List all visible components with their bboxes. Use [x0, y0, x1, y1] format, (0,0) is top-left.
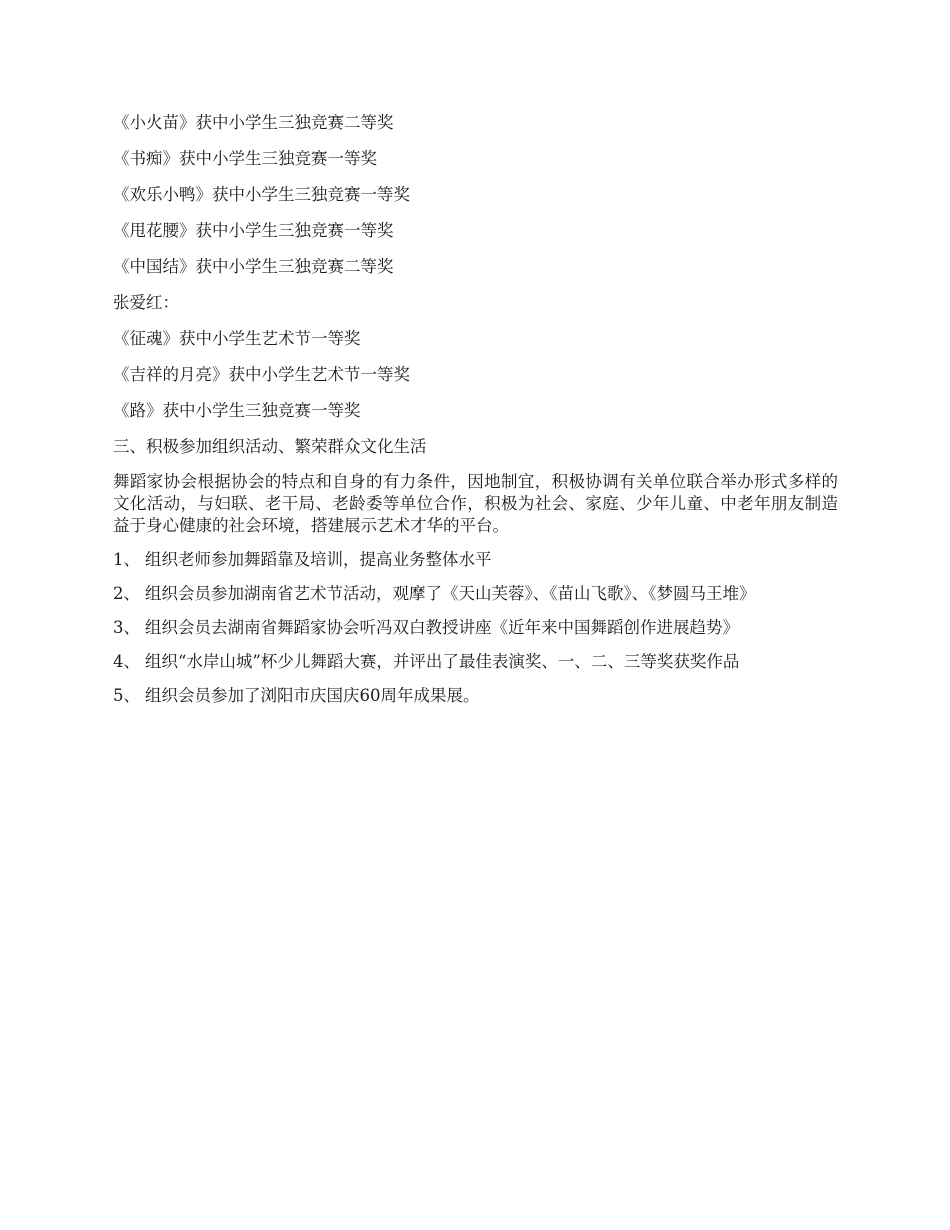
activity-text: 组织老师参加舞蹈靠及培训，提高业务整体水平	[145, 550, 492, 569]
activity-item	[113, 583, 838, 605]
document-page	[113, 111, 838, 719]
award-item: 《中国结》获中小学生三独竞赛二等奖	[113, 257, 394, 276]
award-item: 《路》获中小学生三独竞赛一等奖	[113, 401, 361, 420]
activity-text: 组织会员去湖南省舞蹈家协会听冯双白教授讲座《近年来中国舞蹈创作进展趋势》	[145, 618, 739, 637]
activity-number: 4、	[113, 652, 140, 671]
award-list-a	[113, 111, 838, 279]
activity-text: 组织会员参加湖南省艺术节活动，观摩了《天山芙蓉》、《苗山飞歌》、《梦圆马王堆》	[145, 584, 756, 603]
award-item: 《小火苗》获中小学生三独竞赛二等奖	[113, 113, 394, 132]
activity-text: 组织会员参加了浏阳市庆国庆60周年成果展。	[145, 686, 480, 705]
teacher-name: 张爱红：	[113, 293, 179, 312]
award-item: 《吉祥的月亮》获中小学生艺术节一等奖	[113, 365, 410, 384]
award-item: 《甩花腰》获中小学生三独竞赛一等奖	[113, 221, 394, 240]
activity-list	[113, 549, 838, 707]
activity-item	[113, 617, 838, 639]
award-list-b	[113, 327, 838, 423]
activity-number: 3、	[113, 618, 140, 637]
award-item: 《书痴》获中小学生三独竞赛一等奖	[113, 149, 377, 168]
award-item: 《欢乐小鸭》获中小学生三独竞赛一等奖	[113, 185, 410, 204]
section-heading: 三、积极参加组织活动、繁荣群众文化生活	[113, 437, 427, 456]
activity-text: 组织“水岸山城”杯少儿舞蹈大赛，并评出了最佳表演奖、一、二、三等奖获奖作品	[145, 652, 740, 671]
award-item: 《征魂》获中小学生艺术节一等奖	[113, 329, 361, 348]
activity-item	[113, 685, 838, 707]
activity-item	[113, 549, 838, 571]
activity-item	[113, 651, 838, 673]
activity-number: 2、	[113, 584, 140, 603]
activity-number: 1、	[113, 550, 140, 569]
intro-paragraph: 舞蹈家协会根据协会的特点和自身的有力条件，因地制宜，积极协调有关单位联合举办形式多样的文化活动，与妇联、老干局、老龄委等单位合作，积极为社会、家庭、少年儿童、中老年朋友制造益于身心健康的社会环境，搭建展示艺术才华的平台。	[113, 472, 838, 535]
activity-number: 5、	[113, 686, 140, 705]
